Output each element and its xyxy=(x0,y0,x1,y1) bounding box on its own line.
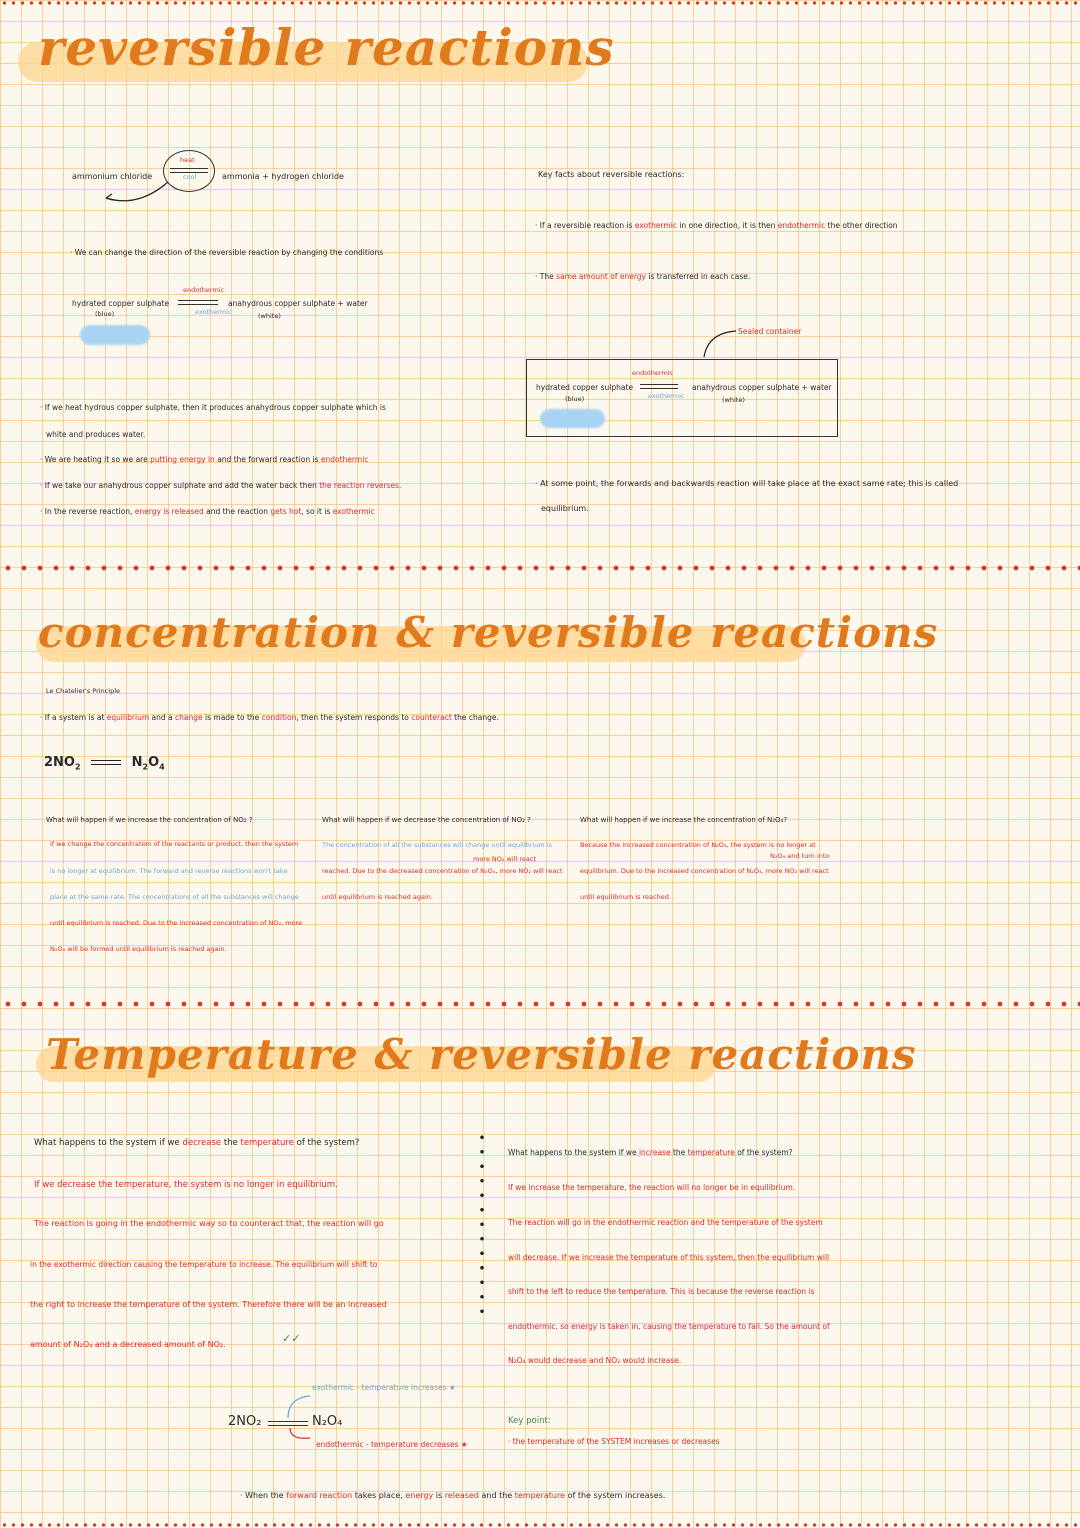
bullet-add-water: · If we take our anahydrous copper sulphate and add the water back then the reaction reverses. xyxy=(40,481,402,490)
q3-note: N₂O₄ and turn into xyxy=(770,852,830,860)
eq2-arrow-bottom xyxy=(178,304,218,305)
no2-n2o4-equation: $2NO_2$ $N_2O_4$ xyxy=(44,755,165,772)
increase-line-3: will decrease. If we increase the temperature of this system, then the equilibrium will xyxy=(508,1253,830,1262)
decrease-line-3: in the exothermic direction causing the temperature to increase. The equilibrium will shift to xyxy=(30,1260,378,1269)
decrease-line-5: amount of N₂O₄ and a decreased amount of NO₂. xyxy=(30,1340,226,1349)
key-facts-title: Key facts about reversible reactions: xyxy=(538,170,685,179)
q-decrease-no2: What will happen if we decrease the concentration of NO₂ ? xyxy=(322,816,531,824)
q3-line-1: Because the increased concentration of N₂O₄, the system is no longer at xyxy=(580,841,816,849)
eq3-left-sub: (blue) xyxy=(565,395,585,403)
eq3-left: hydrated copper sulphate xyxy=(536,383,634,392)
eq2-right: anahydrous copper sulphate + water xyxy=(228,299,368,308)
key-fact-1: · If a reversible reaction is exothermic in one direction, it is then endothermic the other direction xyxy=(535,221,898,230)
eq3-arrow-top xyxy=(640,384,678,385)
bullet-heat-hydrous-cont: white and produces water. xyxy=(46,430,146,439)
increase-line-6: N₂O₄ would decrease and NO₂ would increase. xyxy=(508,1356,682,1365)
bottom-dotted-border xyxy=(0,1522,1080,1528)
eq3-arrow-bottom xyxy=(640,388,678,389)
increase-line-4: shift to the left to reduce the temperature. This is because the reverse reaction is xyxy=(508,1287,815,1296)
decrease-line-1: If we decrease the temperature, the system is no longer in equilibrium. xyxy=(34,1180,338,1190)
q2-line-2: reached. Due to the decreased concentration of N₂O₄, more NO₂ will react xyxy=(322,867,563,875)
eq3-right: anahydrous copper sulphate + water xyxy=(692,383,832,392)
eq1-cool: cool xyxy=(183,173,197,181)
q1-line-3: place at the same rate. The concentrations of all the substances will change xyxy=(50,893,299,901)
bullet-reverse: · In the reverse reaction, energy is released and the reaction gets hot, so it is exothermic xyxy=(40,507,375,516)
le-chatelier-statement: · If a system is at equilibrium and a change is made to the condition, then the system responds to counteract the change. xyxy=(40,713,499,722)
q3-line-2: equilibrium. Due to the increased concentration of N₂O₄, more NO₂ will react xyxy=(580,867,829,875)
le-chatelier-heading: Le Chatelier's Principle xyxy=(46,687,120,695)
key-fact-equilibrium: · At some point, the forwards and backwards reaction will take place at the exact same rate; this is called xyxy=(535,479,959,488)
sealed-pointer xyxy=(700,325,740,359)
eq1-arrow-top xyxy=(170,168,208,169)
decrease-line-4: the right to increase the temperature of the system. Therefore there will be an increased xyxy=(30,1300,387,1309)
q-increase-temp: What happens to the system if we increase the temperature of the system? xyxy=(508,1148,793,1157)
blue-swatch xyxy=(80,325,150,345)
tick-marks: ✓✓ xyxy=(282,1332,301,1345)
decrease-line-2: The reaction is going in the endothermic way so to counteract that, the reaction will go xyxy=(34,1219,384,1228)
eq2-exo: exothermic xyxy=(195,308,232,316)
q-increase-n2o4: What will happen if we increase the concentration of N₂O₄? xyxy=(580,816,788,824)
blue-swatch-2 xyxy=(540,409,605,428)
temp-eq-left: 2NO₂ xyxy=(228,1414,262,1429)
bullet-heating: · We are heating it so we are putting energy in and the forward reaction is endothermic xyxy=(40,455,369,464)
temp-eq-exo: exothermic - temperature increases ★ xyxy=(312,1383,456,1392)
bullet-heat-hydrous: · If we heat hydrous copper sulphate, then it produces anahydrous copper sulphate which is xyxy=(40,403,386,412)
divider-2 xyxy=(0,1000,1080,1008)
eq3-right-sub: (white) xyxy=(722,396,745,404)
q1-line-5: N₂O₄ will be formed until equilibrium is reached again. xyxy=(50,945,227,953)
section-title-concentration: concentration & reversible reactions xyxy=(38,608,939,657)
increase-line-1: If we increase the temperature, the reaction will no longer be in equilibrium. xyxy=(508,1183,796,1192)
increase-line-5: endothermic, so energy is taken in, causing the temperature to fall. So the amount of xyxy=(508,1322,830,1331)
temp-eq-right: N₂O₄ xyxy=(312,1414,343,1429)
key-fact-equilibrium-cont: equilibrium. xyxy=(541,504,589,513)
eq2-left-sub: (blue) xyxy=(95,310,115,318)
q1-line-2: is no longer at equilibrium. The forward and reverse reactions won't take xyxy=(50,867,288,875)
q-increase-no2: What will happen if we increase the concentration of NO₂ ? xyxy=(46,816,253,824)
q-decrease-temp: What happens to the system if we decrease the temperature of the system? xyxy=(34,1138,360,1148)
top-dotted-border xyxy=(0,0,1080,6)
eq1-right: ammonia + hydrogen chloride xyxy=(222,172,344,181)
temp-eq-curves xyxy=(284,1392,314,1442)
eq2-arrow-top xyxy=(178,300,218,301)
eq3-exo: exothermic xyxy=(648,392,685,400)
q2-line-3: until equilibrium is reached again. xyxy=(322,893,433,901)
eq1-curved-arrow xyxy=(98,178,178,214)
key-point-label: Key point: xyxy=(508,1416,551,1426)
column-dotted-divider xyxy=(480,1130,484,1320)
sealed-label: Sealed container xyxy=(738,327,802,336)
q2-line-1: The concentration of all the substances will change until equilibrium is xyxy=(322,841,552,849)
eq2-right-sub: (white) xyxy=(258,312,281,320)
q3-line-3: until equilibrium is reached. xyxy=(580,893,671,901)
increase-line-2: The reaction will go in the endothermic reaction and the temperature of the system xyxy=(508,1218,823,1227)
eq2-left: hydrated copper sulphate xyxy=(72,299,170,308)
q2-note: more NO₂ will react xyxy=(473,855,536,863)
key-fact-2: · The same amount of energy is transferred in each case. xyxy=(535,272,751,281)
temp-eq-endo: endothermic - temperature decreases ★ xyxy=(316,1440,468,1449)
divider-1 xyxy=(0,564,1080,572)
q1-line-1: If we change the concentration of the reactants or product, then the system xyxy=(50,840,299,848)
section-title-temperature: Temperature & reversible reactions xyxy=(46,1030,917,1079)
eq3-endo: endothermic xyxy=(632,369,674,377)
section-title-reversible: reversible reactions xyxy=(38,18,615,77)
key-point-line: · the temperature of the SYSTEM increases or decreases xyxy=(508,1437,720,1446)
eq2-endo: endothermic xyxy=(183,286,225,294)
eq1-left: ammonium chloride xyxy=(72,172,153,181)
note-change-direction: · We can change the direction of the reversible reaction by changing the conditions xyxy=(70,248,384,257)
q1-line-4: until equilibrium is reached. Due to the increased concentration of NO₂, more xyxy=(50,919,303,927)
bottom-summary: · When the forward reaction takes place, energy is released and the temperature of the system increases. xyxy=(240,1491,666,1500)
eq1-heat: heat xyxy=(180,156,195,164)
